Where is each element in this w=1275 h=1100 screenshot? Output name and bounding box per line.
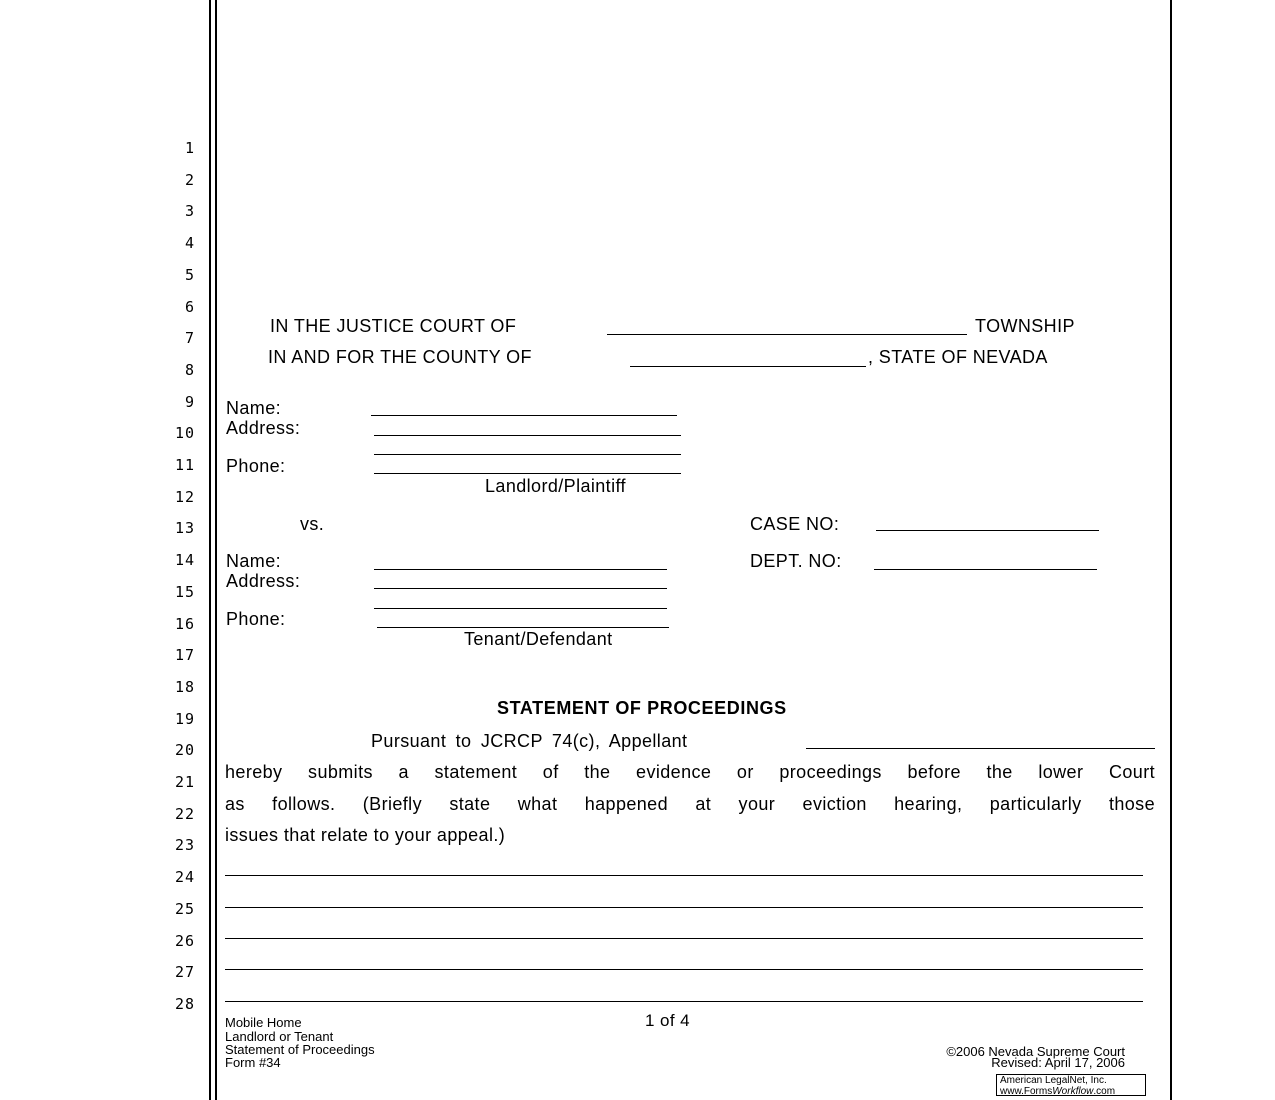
copyright-notice: ©2006 Nevada Supreme Court [946,1044,1125,1059]
court-prefix: IN THE JUSTICE COURT OF [270,316,517,336]
line-number: 11 [174,456,195,474]
case-no-label: CASE NO: [750,514,840,534]
line-number: 1 [184,139,195,157]
document-title: STATEMENT OF PROCEEDINGS [497,698,787,718]
left-margin-rule-inner [215,0,217,1100]
line-number: 8 [184,360,195,379]
township-field[interactable] [607,334,967,335]
line-number: 23 [174,836,195,855]
statement-answer-line-5[interactable] [225,1001,1143,1002]
plaintiff-address-field-1[interactable] [374,435,681,436]
line-number: 10 [174,424,195,443]
line-number: 3 [184,202,195,221]
line-number: 21 [174,773,195,791]
plaintiff-phone-field[interactable] [374,473,681,474]
defendant-name-label: Name: [226,551,282,571]
dept-no-field[interactable] [874,569,1097,570]
plaintiff-name-field[interactable] [371,415,677,416]
badge-line-1: American LegalNet, Inc. [1000,1075,1107,1086]
defendant-phone-field[interactable] [377,627,669,628]
page-number: 1 of 4 [645,1011,690,1030]
versus-label: vs. [300,514,325,534]
line-number: 12 [174,487,195,506]
line-number: 15 [174,582,195,601]
plaintiff-address-field-2[interactable] [374,454,681,455]
line-number: 6 [184,297,195,316]
statement-line-1: Pursuant to JCRCP 74(c), Appellant [371,731,688,751]
line-number: 26 [174,931,195,950]
form-info-line-4: Form #34 [225,1055,281,1070]
legalnet-badge [996,1074,1146,1096]
defendant-address-field-2[interactable] [374,608,667,609]
defendant-address-field-1[interactable] [374,588,667,589]
line-number: 14 [174,551,195,570]
dept-no-label: DEPT. NO: [750,551,842,571]
line-number: 2 [184,170,195,189]
left-margin-rule-outer [209,0,211,1100]
defendant-name-field[interactable] [374,569,667,570]
defendant-address-label: Address: [226,571,301,591]
plaintiff-name-label: Name: [226,398,282,418]
badge-line-2: www.FormsWorkflow.com [1000,1085,1116,1097]
defendant-phone-label: Phone: [226,609,286,629]
statement-line-3: as follows. (Briefly state what happened at your eviction hearing, particularly those [225,794,1155,814]
line-number: 16 [174,614,195,633]
statement-line-4: issues that relate to your appeal.) [225,825,506,845]
line-number: 17 [174,646,195,665]
statement-answer-line-1[interactable] [225,875,1143,876]
line-number: 7 [184,329,195,348]
statement-line-2: hereby submits a statement of the evidence or proceedings before the lower Court [225,762,1155,782]
county-field[interactable] [630,366,866,367]
statement-answer-line-2[interactable] [225,907,1143,908]
form-info-line-1: Mobile Home [225,1015,302,1030]
line-number: 4 [184,234,195,253]
plaintiff-phone-label: Phone: [226,456,286,476]
line-number: 20 [174,741,195,760]
statement-answer-line-3[interactable] [225,938,1143,939]
line-number: 9 [184,392,195,411]
plaintiff-address-label: Address: [226,418,301,438]
form-info-line-3: Statement of Proceedings [225,1042,375,1057]
county-suffix: , STATE OF NEVADA [868,347,1048,367]
line-number: 19 [174,709,195,728]
court-suffix: TOWNSHIP [975,316,1075,336]
revised-date: Revised: April 17, 2006 [991,1055,1125,1070]
plaintiff-role: Landlord/Plaintiff [485,476,626,496]
case-no-field[interactable] [876,530,1099,531]
line-number: 24 [174,868,195,887]
statement-answer-line-4[interactable] [225,969,1143,970]
line-number: 5 [184,265,195,284]
line-number: 25 [174,899,195,918]
defendant-role: Tenant/Defendant [464,629,613,649]
line-number: 13 [174,519,195,538]
line-number: 27 [174,963,195,982]
county-prefix: IN AND FOR THE COUNTY OF [268,347,532,367]
right-margin-rule [1170,0,1172,1100]
line-number: 18 [174,677,195,696]
line-number: 22 [174,804,195,823]
line-number: 28 [174,994,195,1013]
form-info-line-2: Landlord or Tenant [225,1029,334,1044]
appellant-field[interactable] [806,748,1155,749]
